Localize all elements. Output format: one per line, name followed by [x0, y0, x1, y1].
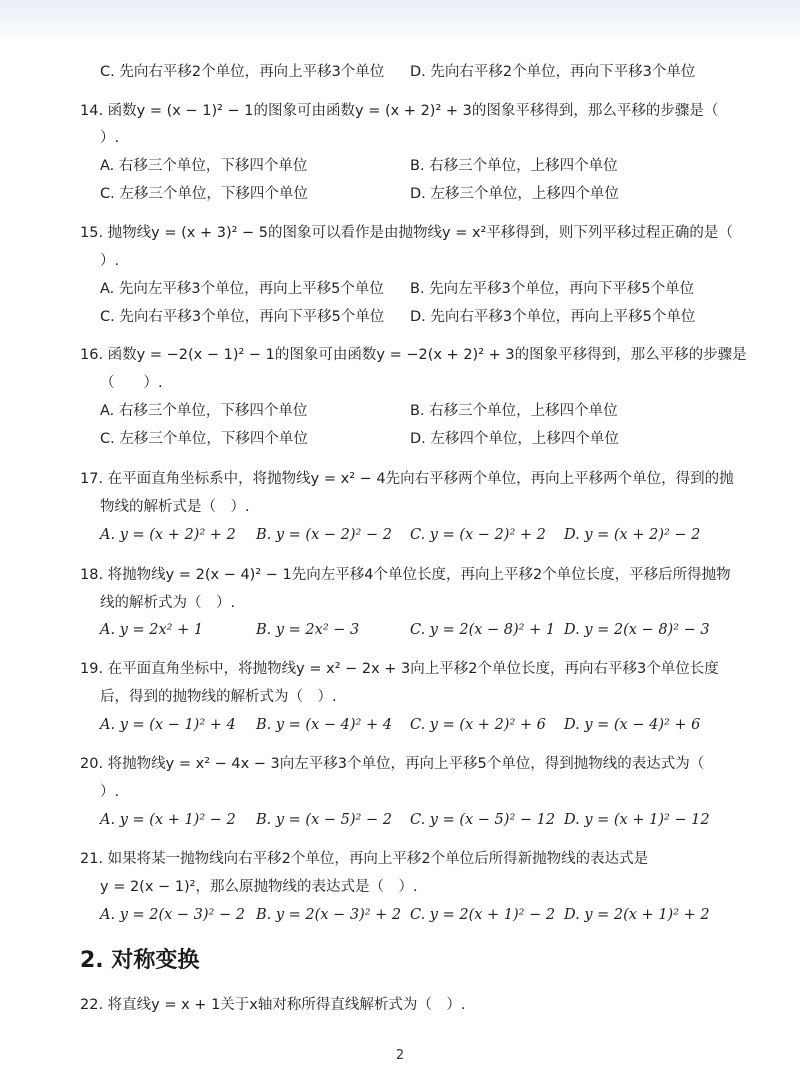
q22-stem: 22. 将直线y = x + 1关于x轴对称所得直线解析式为（ ）. [80, 997, 466, 1013]
q15-stem-line1: 15. 抛物线y = (x + 3)² − 5的图象可以看作是由抛物线y = x²平移得到，则下列平移过程正确的是（ [80, 225, 733, 241]
q16-stem-line1: 16. 函数y = −2(x − 1)² − 1的图象可由函数y = −2(x + 2)² + 3的图象平移得到，那么平移的步骤是 [80, 347, 747, 363]
q19-stem-line2: 后，得到的抛物线的解析式为（ ）. [100, 689, 337, 705]
q16-stem-line2: （ ）. [100, 375, 163, 391]
q18-stem-line2: 线的解析式为（ ）. [100, 595, 236, 611]
q21-stem-line2: y = 2(x − 1)²，那么原抛物线的表达式是（ ）. [100, 879, 418, 895]
q18-stem-line1: 18. 将抛物线y = 2(x − 4)² − 1先向左平移4个单位长度，再向上平移2个单位长度，平移后所得抛物 [80, 567, 731, 583]
q19-stem-line1: 19. 在平面直角坐标中，将抛物线y = x² − 2x + 3向上平移2个单位长度，再向右平移3个单位长度 [80, 661, 719, 677]
q14-option-c: C. 左移三个单位，下移四个单位 [100, 186, 308, 202]
q17-option-b: B. y = (x − 2)² − 2 [256, 527, 392, 543]
q13-option-d: D. 先向右平移2个单位，再向下平移3个单位 [410, 64, 696, 80]
q13-option-c: C. 先向右平移2个单位，再向上平移3个单位 [100, 64, 385, 80]
q16-option-b: B. 右移三个单位，上移四个单位 [410, 403, 618, 419]
q19-option-d: D. y = (x − 4)² + 6 [564, 717, 701, 733]
q15-option-d: D. 先向右平移3个单位，再向上平移5个单位 [410, 309, 696, 325]
q16-option-c: C. 左移三个单位，下移四个单位 [100, 431, 308, 447]
q21-option-c: C. y = 2(x + 1)² − 2 [410, 907, 556, 923]
q17-stem-line2: 物线的解析式是（ ）. [100, 499, 250, 515]
page-number: 2 [395, 1048, 405, 1063]
section-heading: 2. 对称变换 [80, 948, 200, 973]
q17-stem-line1: 17. 在平面直角坐标系中，将抛物线y = x² − 4先向右平移两个单位，再向上平移两个单位，得到的抛 [80, 471, 734, 487]
q17-option-d: D. y = (x + 2)² − 2 [564, 527, 701, 543]
q14-stem-line2: ）. [100, 130, 120, 146]
q18-option-d: D. y = 2(x − 8)² − 3 [564, 622, 710, 638]
q17-option-c: C. y = (x − 2)² + 2 [410, 527, 546, 543]
q20-option-d: D. y = (x + 1)² − 12 [564, 812, 710, 828]
q20-option-c: C. y = (x − 5)² − 12 [410, 812, 556, 828]
q15-option-c: C. 先向右平移3个单位，再向下平移5个单位 [100, 309, 385, 325]
q21-option-b: B. y = 2(x − 3)² + 2 [256, 907, 402, 923]
q15-option-b: B. 先向左平移3个单位，再向下平移5个单位 [410, 281, 695, 297]
q20-option-b: B. y = (x − 5)² − 2 [256, 812, 392, 828]
q15-option-a: A. 先向左平移3个单位，再向上平移5个单位 [100, 281, 384, 297]
q18-option-c: C. y = 2(x − 8)² + 1 [410, 622, 556, 638]
q21-stem-line1: 21. 如果将某一抛物线向右平移2个单位，再向上平移2个单位后所得新抛物线的表达式是 [80, 851, 649, 867]
q18-option-b: B. y = 2x² − 3 [256, 622, 360, 638]
q20-stem-line1: 20. 将抛物线y = x² − 4x − 3向左平移3个单位，再向上平移5个单位，得到抛物线的表达式为（ [80, 756, 705, 772]
q19-option-a: A. y = (x − 1)² + 4 [100, 717, 236, 733]
q21-option-a: A. y = 2(x − 3)² − 2 [100, 907, 245, 923]
q18-option-a: A. y = 2x² + 1 [100, 622, 204, 638]
q14-option-a: A. 右移三个单位，下移四个单位 [100, 158, 308, 174]
q17-option-a: A. y = (x + 2)² + 2 [100, 527, 236, 543]
q19-option-b: B. y = (x − 4)² + 4 [256, 717, 392, 733]
q21-option-d: D. y = 2(x + 1)² + 2 [564, 907, 710, 923]
q16-option-a: A. 右移三个单位，下移四个单位 [100, 403, 308, 419]
q20-option-a: A. y = (x + 1)² − 2 [100, 812, 236, 828]
q14-stem-line1: 14. 函数y = (x − 1)² − 1的图象可由函数y = (x + 2)² + 3的图象平移得到，那么平移的步骤是（ [80, 103, 719, 119]
q20-stem-line2: ）. [100, 784, 120, 800]
q16-option-d: D. 左移四个单位，上移四个单位 [410, 431, 619, 447]
q14-option-b: B. 右移三个单位，上移四个单位 [410, 158, 618, 174]
q14-option-d: D. 左移三个单位，上移四个单位 [410, 186, 619, 202]
q19-option-c: C. y = (x + 2)² + 6 [410, 717, 546, 733]
q15-stem-line2: ）. [100, 253, 120, 269]
